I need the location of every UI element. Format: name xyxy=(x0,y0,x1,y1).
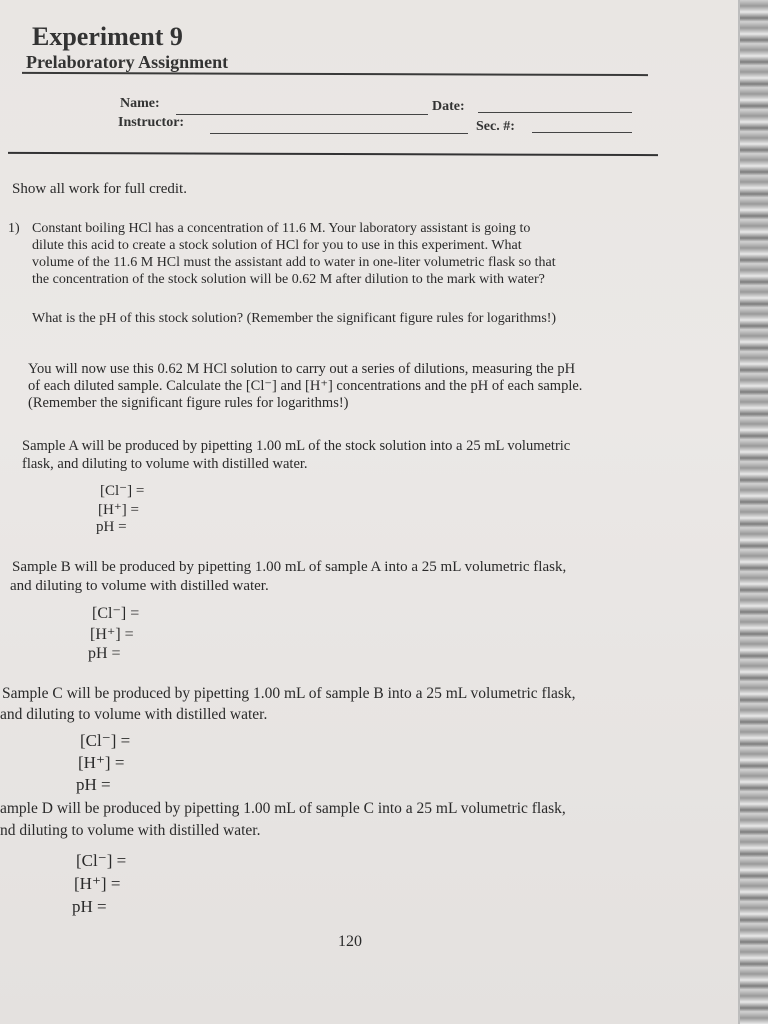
sample-b-line: and diluting to volume with distilled water. xyxy=(10,578,269,594)
date-label: Date: xyxy=(432,99,465,114)
sample-a-ph: pH = xyxy=(96,519,127,535)
sample-c-ph: pH = xyxy=(76,775,111,794)
intro-line: of each diluted sample. Calculate the [Cl⁻] and [H⁺] concentrations and the pH of each sample. xyxy=(28,378,583,394)
form-rule xyxy=(8,152,658,156)
sample-d-ph: pH = xyxy=(72,897,107,916)
sec-label: Sec. #: xyxy=(476,119,515,134)
intro-line: (Remember the significant figure rules for logarithms!) xyxy=(28,395,349,411)
sample-d-line: ample D will be produced by pipetting 1.00 mL of sample C into a 25 mL volumetric flask, xyxy=(0,800,566,817)
page-subtitle: Prelaboratory Assignment xyxy=(26,52,229,72)
question-line: Constant boiling HCl has a concentration of 11.6 M. Your laboratory assistant is going to xyxy=(32,221,531,236)
sample-a-line: Sample A will be produced by pipetting 1.00 mL of the stock solution into a 25 mL volumetric xyxy=(22,438,571,454)
question-line: dilute this acid to create a stock solution of HCl for you to use in this experiment. What xyxy=(32,238,522,253)
sample-a-cl: [Cl⁻] = xyxy=(100,483,145,499)
instructor-line xyxy=(210,133,468,134)
sample-a-h: [H⁺] = xyxy=(98,502,139,518)
question-line: the concentration of the stock solution will be 0.62 M after dilution to the mark with water? xyxy=(32,272,545,287)
sample-c-cl: [Cl⁻] = xyxy=(80,731,131,750)
name-line xyxy=(176,114,428,115)
question-number: 1) xyxy=(8,221,20,236)
page-number: 120 xyxy=(338,933,362,950)
header-rule xyxy=(22,72,648,76)
spiral-binding xyxy=(738,0,768,1024)
sample-a-line: flask, and diluting to volume with distilled water. xyxy=(22,456,308,472)
sample-b-h: [H⁺] = xyxy=(90,626,134,643)
sec-line xyxy=(532,132,632,133)
sample-c-h: [H⁺] = xyxy=(78,753,125,772)
question-line: volume of the 11.6 M HCl must the assistant add to water in one-liter volumetric flask so that xyxy=(32,255,556,270)
sample-b-line: Sample B will be produced by pipetting 1.00 mL of sample A into a 25 mL volumetric flask, xyxy=(12,559,567,575)
sample-c-line: and diluting to volume with distilled water. xyxy=(0,706,268,723)
sample-d-h: [H⁺] = xyxy=(74,874,121,893)
ph-question: What is the pH of this stock solution? (Remember the significant figure rules for logarithms!) xyxy=(32,311,557,326)
page-title: Experiment 9 xyxy=(32,22,183,51)
sample-b-cl: [Cl⁻] = xyxy=(92,605,140,622)
name-label: Name: xyxy=(120,96,160,111)
date-line xyxy=(478,112,632,113)
intro-line: You will now use this 0.62 M HCl solution to carry out a series of dilutions, measuring the pH xyxy=(28,361,576,377)
sample-d-cl: [Cl⁻] = xyxy=(76,851,127,870)
sample-b-ph: pH = xyxy=(88,645,121,662)
instructions: Show all work for full credit. xyxy=(12,181,187,197)
sample-d-line: nd diluting to volume with distilled water. xyxy=(0,822,261,839)
sample-c-line: Sample C will be produced by pipetting 1.00 mL of sample B into a 25 mL volumetric flask, xyxy=(2,685,576,702)
instructor-label: Instructor: xyxy=(118,115,185,130)
